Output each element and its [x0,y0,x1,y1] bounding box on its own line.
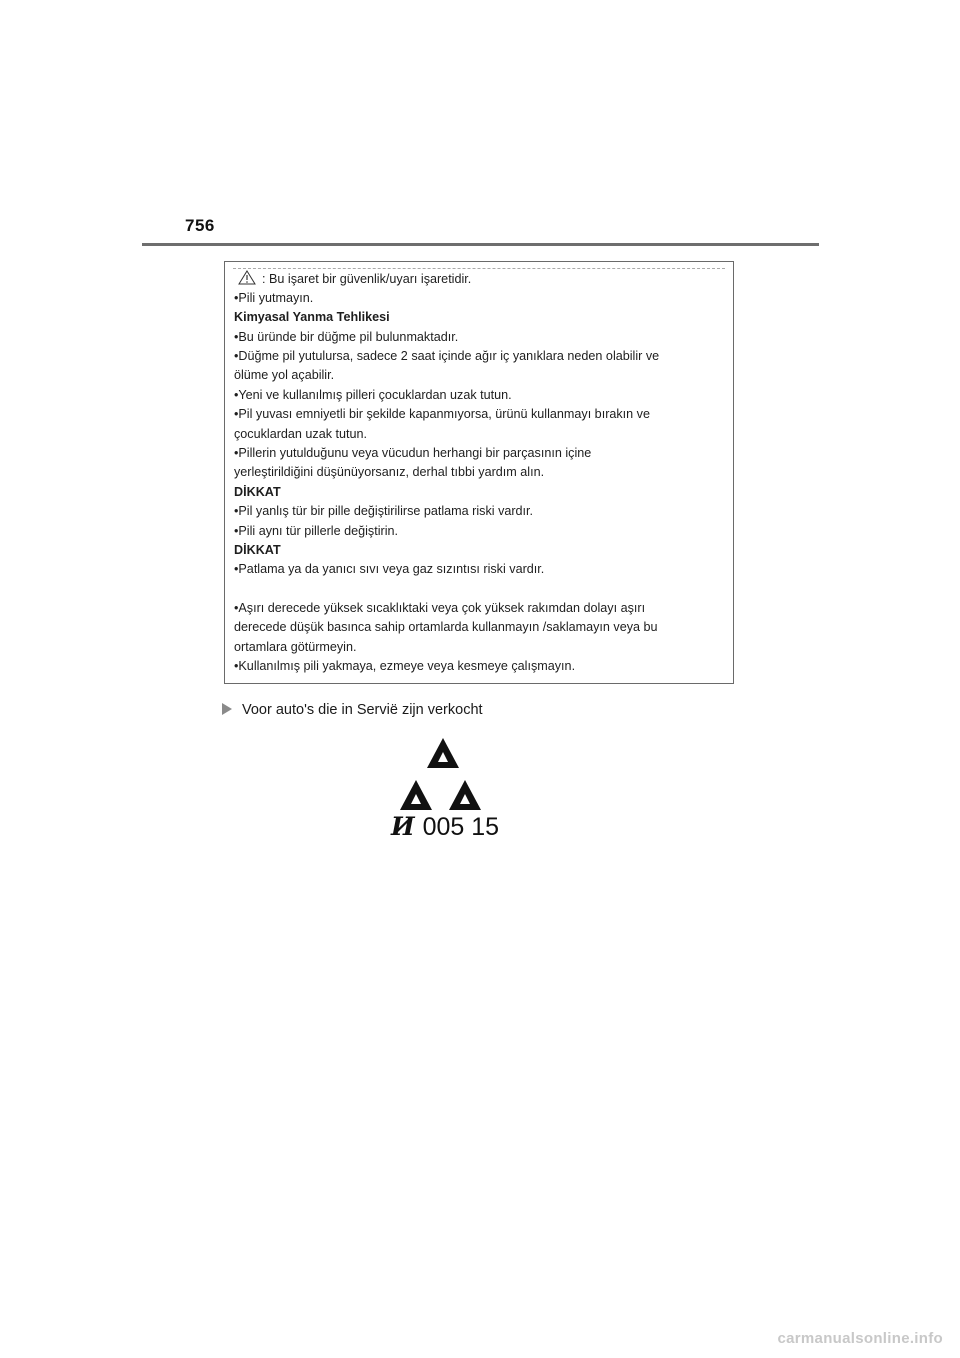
warning-line: •Pili aynı tür pillerle değiştirin. [234,524,398,538]
warning-line: ortamlara götürmeyin. [234,640,357,654]
warning-line: yerleştirildiğini düşünüyorsanız, derhal tıbbi yardım alın. [234,465,545,479]
serbia-note-text: Voor auto's die in Servië zijn verkocht [242,702,483,718]
header-rule [142,243,819,246]
warning-triangle-icon [238,270,256,285]
warning-line: derecede düşük basınca sahip ortamlarda kullanmayın /saklamayın veya bu [234,620,658,634]
warning-line: •Aşırı derecede yüksek sıcaklıktaki veya çok yüksek rakımdan dolayı aşırı [234,601,646,615]
warning-line: •Kullanılmış pili yakmaya, ezmeye veya kesmeye çalışmayın. [234,659,576,673]
bullet-triangle-icon [222,703,232,715]
warning-line: •Pili yutmayın. [234,291,314,305]
warning-box [224,261,734,684]
cert-triangle-right [449,780,481,810]
warning-line: •Patlama ya da yanıcı sıvı veya gaz sızıntısı riski vardır. [234,562,545,576]
section-heading-caution: DİKKAT [234,543,281,557]
warning-box-dashed-rule [233,268,725,269]
warning-line: •Bu üründe bir düğme pil bulunmaktadır. [234,330,459,344]
warning-line: •Yeni ve kullanılmış pilleri çocuklardan uzak tutun. [234,388,512,402]
section-heading-chemical-burn: Kimyasal Yanma Tehlikesi [234,310,390,324]
section-heading-caution: DİKKAT [234,485,281,499]
warning-line: •Düğme pil yutulursa, sadece 2 saat içinde ağır iç yanıklara neden olabilir ve [234,349,660,363]
serbia-note [222,702,483,718]
warning-line: •Pil yanlış tür bir pille değiştirilirse patlama riski vardır. [234,504,534,518]
warning-line: •Pillerin yutulduğunu veya vücudun herhangi bir parçasının içine [234,446,592,460]
warning-symbol-caption: : Bu işaret bir güvenlik/uyarı işaretidir. [262,272,472,286]
certification-number: 005 15 [422,813,500,841]
certification-prefix: И [391,812,415,841]
watermark: carmanualsonline.info [777,1330,943,1347]
cert-triangle-top [427,738,459,768]
warning-symbol-line [234,270,471,287]
warning-line: •Pil yuvası emniyetli bir şekilde kapanmıyorsa, ürünü kullanmayı bırakın ve [234,407,650,421]
certification-code [391,812,499,842]
page-number: 756 [185,216,215,235]
warning-line: çocuklardan uzak tutun. [234,427,368,441]
cert-triangle-left [400,780,432,810]
warning-line: ölüme yol açabilir. [234,368,335,382]
